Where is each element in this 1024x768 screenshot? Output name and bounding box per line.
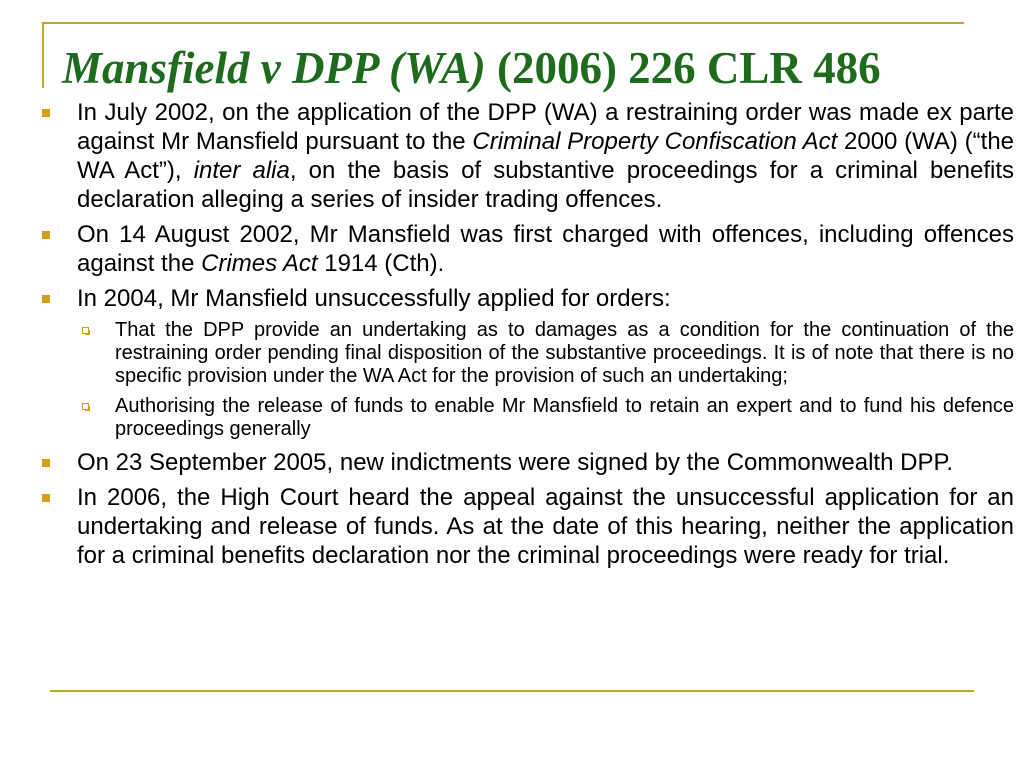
sub-bullet-item: Authorising the release of funds to enable Mr Mansfield to retain an expert and to fund his defence proceedings generally: [40, 395, 1014, 441]
title-case-name: Mansfield v DPP (WA): [62, 43, 486, 93]
square-bullet-icon: [42, 231, 50, 239]
square-bullet-icon: [42, 109, 50, 117]
square-bullet-icon: [42, 494, 50, 502]
slide-body: [40, 98, 1014, 576]
sub-bullet-list: [40, 319, 1014, 441]
slide-title: [62, 40, 881, 96]
left-border-line: [42, 22, 44, 88]
bullet-item: In 2004, Mr Mansfield unsuccessfully applied for orders:: [40, 284, 1014, 313]
bullet-item: On 14 August 2002, Mr Mansfield was first charged with offences, including offences against the Crimes Act 1914 (Cth).: [40, 220, 1014, 278]
bullet-item: In 2006, the High Court heard the appeal against the unsuccessful application for an undertaking and release of funds. As at the date of this hearing, neither the application for a criminal benefits declaration nor the criminal proceedings were ready for trial.: [40, 483, 1014, 570]
sub-bullet-item: That the DPP provide an undertaking as to damages as a condition for the continuation of the restraining order pending final disposition of the substantive proceedings. It is of note that there is no specific provision under the WA Act for the provision of such an undertaking;: [40, 319, 1014, 388]
title-citation: (2006) 226 CLR 486: [485, 43, 881, 93]
square-bullet-icon: [42, 295, 50, 303]
bullet-item: In July 2002, on the application of the DPP (WA) a restraining order was made ex parte against Mr Mansfield pursuant to the Criminal Property Confiscation Act 2000 (WA) (“the WA Act”), inter alia, on the basis of substantive proceedings for a criminal benefits declaration alleging a series of insider trading offences.: [40, 98, 1014, 214]
bullet-item: On 23 September 2005, new indictments were signed by the Commonwealth DPP.: [40, 448, 1014, 477]
top-border-line: [42, 22, 964, 24]
hollow-square-bullet-icon: [82, 327, 89, 334]
bottom-border-line: [50, 690, 974, 692]
square-bullet-icon: [42, 459, 50, 467]
hollow-square-bullet-icon: [82, 403, 89, 410]
